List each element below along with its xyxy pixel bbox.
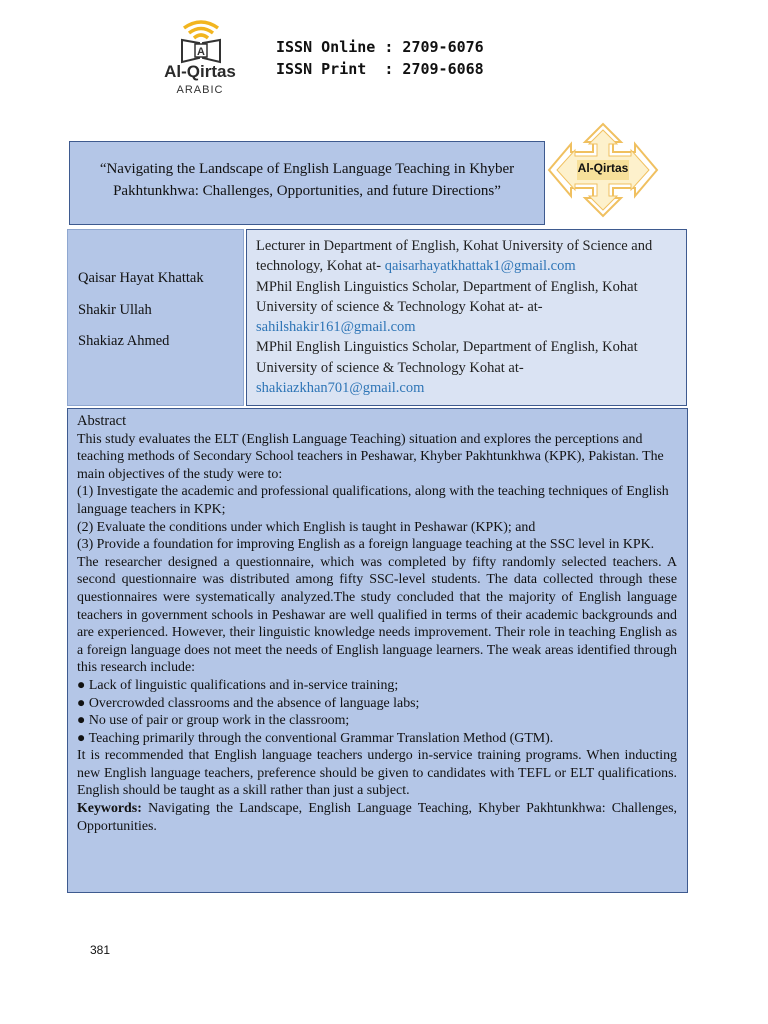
abstract-box: [67, 408, 688, 893]
article-title-box: [69, 141, 545, 225]
affiliation-text: Lecturer in Department of English, Kohat University of Science and technology, Kohat at-: [256, 238, 653, 275]
abstract-objective: (3) Provide a foundation for improving English as a foreign language teaching at the SSC level in KPK.: [77, 537, 655, 553]
author-email-link[interactable]: shakiazkhan701@gmail.com: [256, 380, 425, 397]
affiliation-text: MPhil English Linguistics Scholar, Department of English, Kohat University of science & Technology Kohat at- at-: [256, 278, 638, 315]
abstract-recommendation: It is recommended that English language teachers undergo in-service training programs. When inducting new English language teachers, preference should be given to candidates with TEFL or ELT qualifications. English should be taught as a skill rather than just a subject.: [77, 748, 677, 799]
issn-online: ISSN Online : 2709-6076: [276, 38, 484, 56]
abstract-bullet: ● No use of pair or group work in the classroom;: [77, 713, 350, 729]
authors-box: [67, 229, 244, 406]
page-number: 381: [90, 943, 111, 957]
logo-name: Al-Qirtas: [164, 62, 236, 81]
logo-letter: A: [197, 46, 205, 58]
journal-logo: [150, 12, 250, 100]
abstract-bullet: ● Lack of linguistic qualifications and in-service training;: [77, 677, 399, 693]
affiliation-text: MPhil English Linguistics Scholar, Department of English, Kohat University of science & Technology Kohat at-: [256, 339, 638, 376]
abstract-body: The researcher designed a questionnaire, which was completed by fifty randomly selected teachers. A second questionnaire was distributed among fifty SSC-level students. The data collected through these questionnaires were systematically analyzed.The study concluded that the majority of English language teachers in government schools in Peshawar are well qualified in terms of their academic backgrounds and are experienced. However, their linguistic knowledge needs improvement. Their role in teaching English as a foreign language does not meet the needs of English language learners. The weak areas identified through this research include:: [77, 554, 677, 676]
abstract-objective: (2) Evaluate the conditions under which English is taught in Peshawar (KPK); and: [77, 519, 536, 535]
affiliations-box: [246, 229, 687, 406]
author-name: Shakiaz Ahmed: [78, 333, 170, 349]
book-wifi-icon: [178, 16, 224, 66]
abstract-intro: This study evaluates the ELT (English Language Teaching) situation and explores the perceptions and teaching methods of Secondary School teachers in Peshawar, Khyber Pakhtunkhwa (KPK), Pakistan. The main objectives of the study were to:: [77, 431, 664, 482]
issn-block: [276, 36, 484, 80]
author-name: Shakir Ullah: [78, 302, 152, 318]
abstract-bullet: ● Overcrowded classrooms and the absence of language labs;: [77, 695, 420, 711]
author-email-link[interactable]: qaisarhayatkhattak1@gmail.com: [384, 258, 576, 275]
keywords-text: Navigating the Landscape, English Language Teaching, Khyber Pakhtunkhwa: Challenges, Opportunities.: [77, 801, 677, 834]
article-title: “Navigating the Landscape of English Language Teaching in Khyber Pakhtunkhwa: Challenges, Opportunities, and future Directions”: [99, 161, 515, 199]
keywords-line: [77, 800, 677, 835]
al-qirtas-badge: [547, 122, 659, 218]
affiliations-text: [256, 236, 672, 398]
badge-label: Al-Qirtas: [577, 161, 629, 175]
issn-print: ISSN Print : 2709-6068: [276, 60, 484, 78]
abstract-objective: (1) Investigate the academic and professional qualifications, along with the teaching techniques of English language teachers in KPK;: [77, 484, 669, 517]
logo-subtitle: ARABIC: [176, 84, 224, 96]
journal-header: [150, 12, 610, 100]
keywords-label: Keywords:: [77, 801, 142, 817]
author-name: Qaisar Hayat Khattak: [78, 270, 204, 286]
abstract-heading: Abstract: [77, 413, 127, 429]
abstract-bullet: ● Teaching primarily through the conventional Grammar Translation Method (GTM).: [77, 730, 554, 746]
author-email-link[interactable]: sahilshakir161@gmail.com: [256, 319, 416, 336]
abstract-content: [77, 413, 677, 835]
